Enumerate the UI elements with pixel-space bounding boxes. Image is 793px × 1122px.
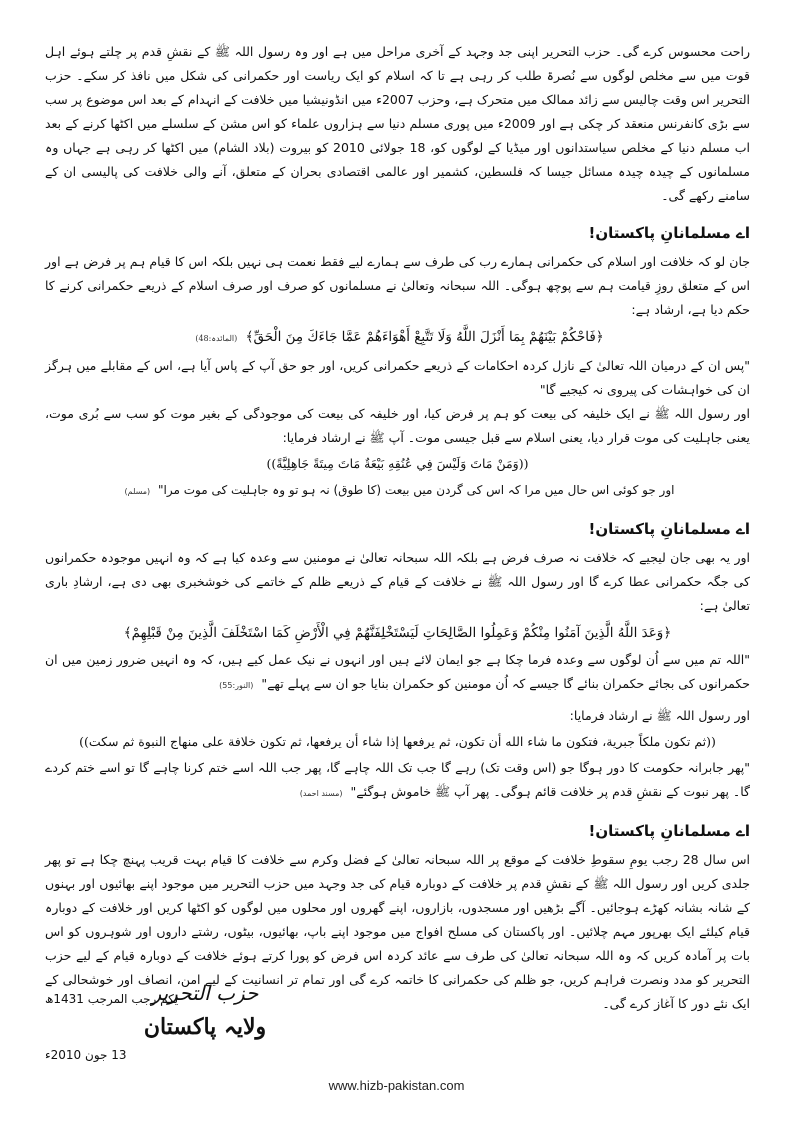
- hadith-2: ((ثم تكون ملكاً جبرية، فتكون ما شاء الله أن تكون، ثم يرفعها إذا شاء أن يرفعها، ثم تكون خلافة على منهاج النبوة ثم سكت)): [79, 734, 716, 749]
- footer-website-link[interactable]: www.hizb-pakistan.com: [328, 1078, 465, 1093]
- paragraph-1: جان لو کہ خلافت اور اسلام کی حکمرانی ہمارے رب کی طرف سے ہمارے لیے فقط نعمت ہی نہیں بلکہ اس کا قیام ہم پر فرض ہے اور اس کے متعلق روزِ قیامت ہم سے پوچھ ہوگی۔ اللہ سبحانہ وتعالیٰ نے مسلمانوں کو صرف اور صرف اسلام کے ذریعے حکمرانی کرنے کا حکم دیا ہے، ارشاد ہے:: [45, 254, 750, 317]
- issue-dates: [45, 986, 195, 1068]
- quran-verse-1: [45, 324, 750, 352]
- paragraph-3: اور یہ بھی جان لیجیے کہ خلافت نہ صرف فرض ہے بلکہ اللہ سبحانہ تعالیٰ نے مومنین سے وعدہ کیا ہے کہ وہ انہیں موجودہ حکمرانوں کی جگہ حکمرانی عطا کرے گا اور رسول اللہ ﷺ نے خلافت کے قیام کے ذریعے ظلم کے خاتمے کی خوشخبری بھی دی ہے، ارشادِ باری تعالیٰ ہے:: [45, 550, 750, 613]
- gregorian-date: 13 جون 2010ء: [45, 1048, 127, 1062]
- quran-verse-2: ﴿وَعَدَ اللَّهُ الَّذِينَ آمَنُوا مِنْكُمْ وَعَمِلُوا الصَّالِحَاتِ لَيَسْتَخْلِفَنَّهُمْ فِي الْأَرْضِ كَمَا اسْتَخْلَفَ الَّذِينَ مِنْ قَبْلِهِمْ﴾: [123, 625, 672, 641]
- signature-wilayah: ولایہ پاکستان: [143, 1014, 267, 1040]
- translation-3-text: "اللہ تم میں سے اُن لوگوں سے وعدہ فرما چکا ہے جو ایمان لائے ہیں اور انہوں نے نیک عمل کیے ہیں، کہ وہ انہیں ضرور زمین میں ان حکمرانوں کی بجائے حکمران بنائے گا جیسے کہ اُن مومنین کو حکمران بنایا جو ان سے پہلے تھے": [45, 652, 750, 691]
- signature-organization: حزب التحریر: [151, 981, 259, 1005]
- translation-3-ref: (النور:55): [219, 681, 254, 690]
- section-heading-1: اے مسلمانانِ پاکستان!: [588, 224, 750, 242]
- hijri-date: یکم رجب المرجب 1431ھ: [45, 992, 179, 1006]
- translation-3: [45, 648, 750, 698]
- section-heading-2: اے مسلمانانِ پاکستان!: [588, 520, 750, 538]
- leaflet-content: [45, 40, 750, 1016]
- translation-4-ref: (مسند احمد): [299, 789, 343, 798]
- translation-4: [45, 756, 750, 806]
- paragraph-5: اس سال 28 رجب یومِ سقوطِ خلافت کے موقع پر اللہ سبحانہ تعالیٰ کے فضل وکرم سے خلافت کا قیام بہت قریب پہنچ چکا ہے تو پھر جلدی کریں اور رسول اللہ ﷺ کے نقشِ قدم پر خلافت کے دوبارہ قیام کی جد وجہد میں حزب التحریر میں موجود اپنے بھائیوں اور بہنوں کے شانہ بشانہ کھڑے ہوجائیں۔ آگے بڑھیں اور مسجدوں، بازاروں، اپنے گھروں اور محلوں میں لوگوں کو اکٹھا کریں اور خلافت کے دوبارہ قیام کیلئے ایک بھرپور مہم چلائیں۔ اور پاکستان کی مسلح افواج میں موجود اپنے باپ، بھائیوں، بیٹوں، رشتے داروں اور شوہروں کو اس بات پر آمادہ کریں کہ وہ اللہ سبحانہ تعالیٰ کی طرف سے عائد کردہ اس فرض کو پورا کرتے ہوئے خلافت کے دوبارہ قیام کے لیے حزب التحریر کو مدد ونصرت فراہم کریں، جو ظلم کی حکمرانی کا خاتمہ کرے گی اور تمام تر انسانیت کے لیے امن، انصاف اور خوشحالی کے ایک نئے دور کا آغاز کرے گی۔: [45, 852, 750, 1011]
- signature-block: [45, 978, 750, 1068]
- quran-verse-1-text: ﴿فَاحْكُمْ بَيْنَهُمْ بِمَا أَنْزَلَ اللَّهُ وَلَا تَتَّبِعْ أَهْوَاءَهُمْ عَمَّا جَاءَكَ مِنَ الْحَقِّ﴾: [245, 329, 604, 345]
- translation-1: "پس ان کے درمیان اللہ تعالیٰ کے نازل کردہ احکامات کے ذریعے حکمرانی کریں، اور جو حق آپ کے پاس آیا ہے، اس کے مقابلے میں ہرگز ان کی خواہشات کی پیروی نہ کیجیے گا": [45, 358, 750, 397]
- paragraph-2: اور رسول اللہ ﷺ نے ایک خلیفہ کی بیعت کو ہم پر فرض کیا، اور خلیفہ کی بیعت کی موجودگی کے بغیر موت کو سب سے بُری موت، یعنی جاہلیت کی موت قرار دیا، یعنی اسلام سے قبل جیسی موت۔ آپ ﷺ نے ارشاد فرمایا:: [45, 406, 750, 445]
- intro-paragraph: راحت محسوس کرے گی۔ حزب التحریر اپنی جد وجہد کے آخری مراحل میں ہے اور وہ رسول اللہ ﷺ کے نقشِ قدم پر چلتے ہوئے اہل قوت میں سے مخلص لوگوں سے نُصرۃ طلب کر رہی ہے تا کہ اسلام کو ایک ریاست اور حکمرانی کی شکل میں نافذ کر سکے۔ حزب التحریر اس وقت چالیس سے زائد ممالک میں متحرک ہے، وحزب 2007ء میں انڈونیشیا میں خلافت کے انہدام کے بعد اس موضوع پر سب سے بڑی کانفرنس منعقد کر چکی ہے اور 2009ء میں پوری مسلم دنیا سے ہزاروں علماء کو اس مشن کے سلسلے میں اکٹھا کرنے کے بعد اب مسلم دنیا کے مخلص سیاستدانوں اور میڈیا کے لوگوں کو، 18 جولائی 2010 کو بیروت (بلاد الشام) میں اکٹھا کر رہی ہے جہاں وہ مسلمانوں کے چیدہ چیدہ مسائل جیسا کہ فلسطین، کشمیر اور عالمی اقتصادی بحران کے متعلق، آنے والی خلافت کی پالیسی ان کے سامنے رکھے گی۔: [45, 44, 751, 203]
- section-heading-3: اے مسلمانانِ پاکستان!: [588, 822, 750, 840]
- translation-2-text: اور جو کوئی اس حال میں مرا کہ اس کی گردن میں بیعت (کا طوق) نہ ہو تو وہ جاہلیت کی موت مرا": [157, 483, 675, 497]
- hadith-1: ((وَمَنْ مَاتَ وَلَيْسَ فِي عُنُقِهِ بَيْعَةٌ مَاتَ مِيتَةً جَاهِلِيَّةً)): [266, 456, 529, 471]
- paragraph-4: اور رسول اللہ ﷺ نے ارشاد فرمایا:: [569, 708, 750, 723]
- quran-verse-1-ref: (المائدہ:48): [195, 334, 238, 343]
- translation-2: [45, 478, 750, 504]
- translation-2-ref: (مسلم): [124, 487, 151, 496]
- translation-4-text: "پھر جابرانہ حکومت کا دور ہوگا جو (اس وقت تک) رہے گا جب تک اللہ چاہے گا، پھر جب اللہ اسے ختم کرنا چاہے گا تو اسے ختم کردے گا۔ پھر نبوت کے نقشِ قدم پر خلافت قائم ہوگی۔ پھر آپ ﷺ خاموش ہوگئے": [45, 760, 750, 799]
